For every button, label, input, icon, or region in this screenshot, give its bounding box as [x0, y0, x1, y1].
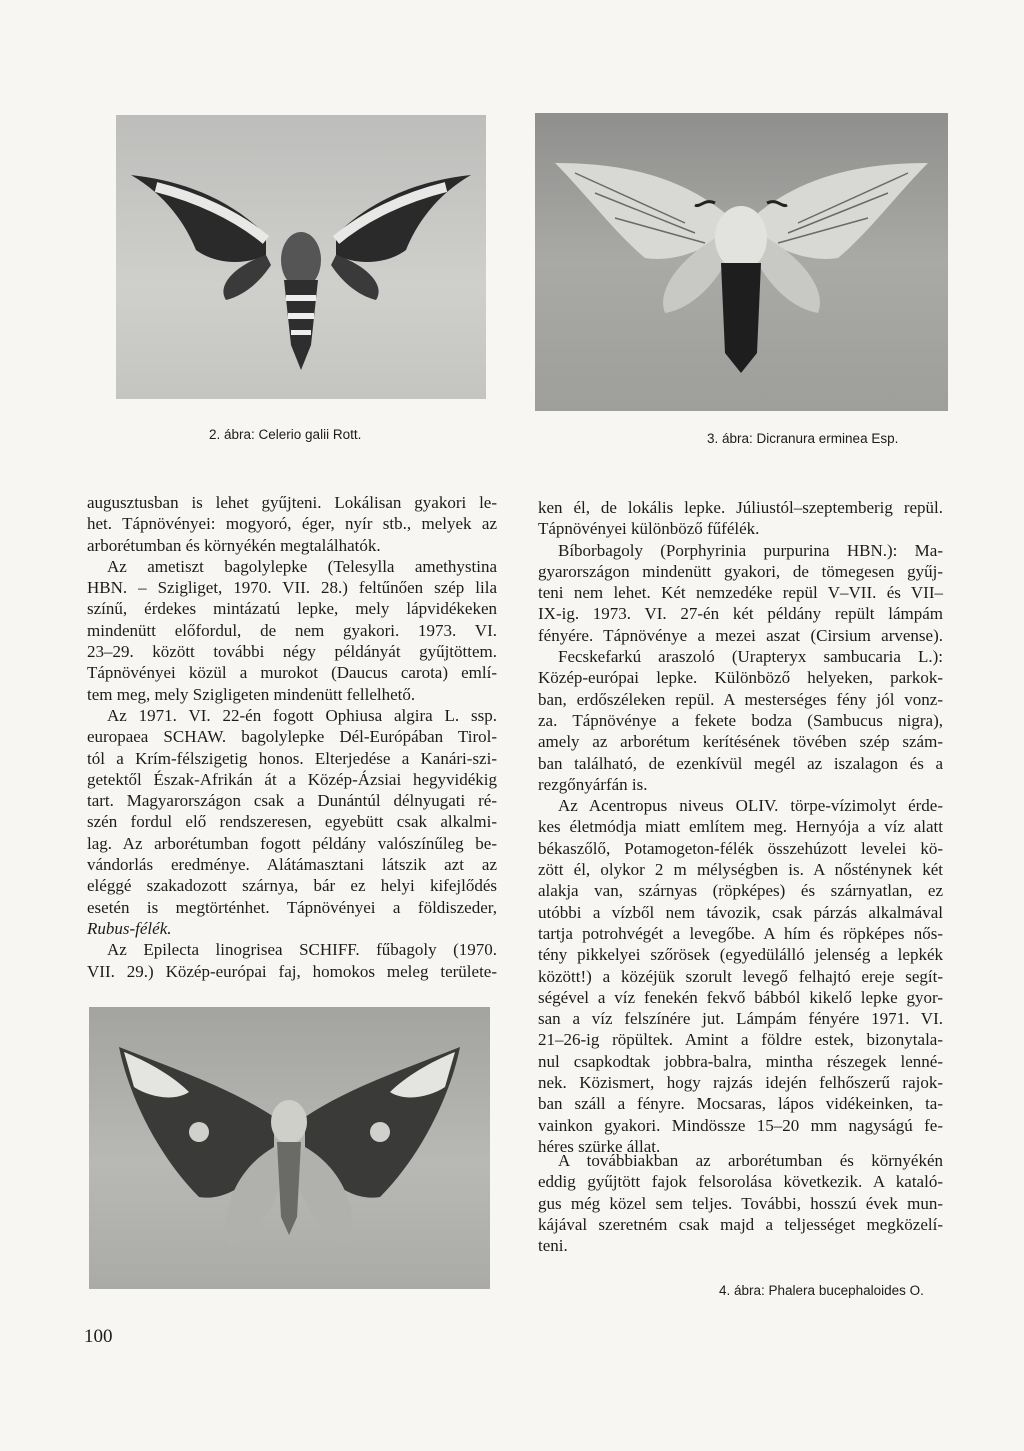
text-line: nek. Közismert, hogy rajzás idején felhőszerű rajok-	[538, 1073, 943, 1093]
text-line: alakja van, szárnyas (röpképes) és szárnyatlan, ez	[538, 881, 943, 901]
text-line: tart. Magyarországon csak a Dunántúl délnyugati ré-	[87, 791, 497, 811]
text-line: getektől Észak-Afrikán át a Közép-Ázsiai hegyvidékig	[87, 769, 497, 789]
text-line: Tápnövényei különböző fűfélék.	[538, 519, 760, 539]
text-line: Fecskefarkú araszoló (Urapteryx sambucaria L.):	[558, 647, 943, 667]
page-number: 100	[84, 1326, 113, 1347]
text-line: Bíborbagoly (Porphyrinia purpurina HBN.): Ma-	[558, 540, 943, 560]
text-line: között!) a közéjük szorult levegő felhajtó ereje segít-	[538, 966, 943, 986]
text-line: zött él, olykor 2 m mélységben is. A nősténynek két	[538, 860, 943, 880]
text-line: vainkon gyakori. Mindössze 15–20 mm nagyságú fe-	[538, 1115, 943, 1135]
text-line: 23–29. között további négy példányát gyűjtöttem.	[87, 642, 497, 662]
text-line: mindenütt előfordul, de nem gyakori. 1973. VI.	[87, 620, 497, 640]
figure-3-caption: 3. ábra: Dicranura erminea Esp.	[707, 431, 899, 446]
text-line: teni.	[538, 1236, 568, 1256]
text-line: kájával szeretném csak majd a teljességet megközelí-	[538, 1214, 943, 1234]
text-line: nul csapkodtak jobbra-balra, mintha részegek lenné-	[538, 1051, 943, 1071]
right-column-text	[538, 497, 943, 1157]
text-line: san a víz felszínére jut. Lámpám fényére 1971. VI.	[538, 1009, 943, 1029]
figure-3-photo	[535, 113, 948, 411]
text-line: esetén is megtörténhet. Tápnövényei a földiszeder,	[87, 897, 497, 917]
text-line: za. Tápnövénye a fekete bodza (Sambucus nigra),	[538, 710, 943, 730]
text-line: lag. Az arborétumban fogott példány valószínűleg be-	[87, 833, 497, 853]
figure-2-photo	[116, 115, 486, 399]
text-line: HBN. – Szigliget, 1970. VII. 28.) feltűnően szép lila	[87, 578, 497, 598]
moth-celerio-galii-image	[116, 115, 486, 399]
text-line: eléggé szakadozott szárnya, bár ez helyi kifejlődés	[87, 876, 497, 896]
moth-dicranura-erminea-image	[535, 113, 948, 411]
text-line: ban található, de ezenkívül megél az iszalagon és a	[538, 753, 943, 773]
text-line: fényére. Tápnövénye a mezei aszat (Cirsium arvense).	[538, 625, 943, 645]
left-column-text	[87, 492, 497, 982]
figure-4-caption: 4. ábra: Phalera bucephaloides O.	[719, 1283, 924, 1298]
text-line: békaszőlő, Potamogeton-félék összehúzott levelei kö-	[538, 838, 943, 858]
text-line: teni nem lehet. Két nemzedéke repül V–VII. és VII–	[538, 583, 943, 603]
text-line: utóbbi a vízből nem távozik, csak párzás alkalmával	[538, 902, 943, 922]
text-line: 21–26-ig röpültek. Amint a földre estek, bizonytala-	[538, 1030, 943, 1050]
figure-4-photo	[89, 1007, 490, 1289]
text-line: vándorlás eredménye. Alátámasztani látszik azt az	[87, 855, 497, 875]
text-line: VII. 29.) Közép-európai faj, homokos meleg területe-	[87, 961, 497, 981]
text-line: arborétumban és környékén megtalálhatók.	[87, 535, 381, 555]
text-line: eddig gyűjtött fajok felsorolása következik. A kataló-	[538, 1172, 943, 1192]
text-line: Az Acentropus niveus OLIV. törpe-vízimolyt érde-	[558, 796, 943, 816]
text-line: tól a Krím-félszigetig honos. Elterjedése a Kanári-szi-	[87, 748, 497, 768]
text-line: színű, érdekes mintázatú lepke, mely lápvidékeken	[87, 599, 497, 619]
text-line: szén fordul elő rendszeresen, egyebütt csak alkalmi-	[87, 812, 497, 832]
text-line: Az 1971. VI. 22-én fogott Ophiusa algira L. ssp.	[107, 705, 497, 725]
text-line: kes életmódja miatt említem meg. Hernyója a víz alatt	[538, 817, 943, 837]
text-line: augusztusban is lehet gyűjteni. Lokálisan gyakori le-	[87, 493, 497, 512]
text-line: het. Tápnövényei: mogyoró, éger, nyír stb., melyek az	[87, 514, 497, 534]
moth-phalera-bucephaloides-image	[89, 1007, 490, 1289]
text-line: Tápnövényei közül a murokot (Daucus carota) emlí-	[87, 663, 497, 683]
text-line: Rubus-félék.	[87, 918, 172, 938]
text-line: gus még közel sem teljes. További, hosszú évek mun-	[538, 1193, 943, 1213]
text-line: Az ametiszt bagolylepke (Telesylla amethystina	[107, 556, 497, 576]
text-line: ken él, de lokális lepke. Júliustól–szeptemberig repül.	[538, 498, 943, 517]
text-line: tem meg, mely Szigligeten mindenütt fellelhető.	[87, 684, 416, 704]
text-line: europaea SCHAW. bagolylepke Dél-Európában Tirol-	[87, 727, 497, 747]
figure-2-caption: 2. ábra: Celerio galii Rott.	[209, 427, 362, 442]
text-line: IX-ig. 1973. VI. 27-én két példány repült lámpám	[538, 604, 943, 624]
text-line: ban, erdőszéleken repül. A mesterséges fény jól vonz-	[538, 689, 943, 709]
text-line: gyarországon mindenütt gyakori, de tömegesen gyűj-	[538, 561, 943, 581]
text-line: rezgőnyárfán is.	[538, 774, 648, 794]
text-line: héres szürke állat.	[538, 1136, 661, 1156]
text-line: A továbbiakban az arborétumban és környékén	[558, 1151, 943, 1170]
text-line: Az Epilecta linogrisea SCHIFF. fűbagoly (1970.	[107, 940, 497, 960]
text-line: amely az arborétum kerítésének tövében szép szám-	[538, 732, 943, 752]
text-line: ban száll a fényre. Mocsaras, lápos vidékeinken, ta-	[538, 1094, 943, 1114]
text-line: ségével a víz fenekén fekvő bábból kikelő lepke gyor-	[538, 987, 943, 1007]
text-line: tartja potrohvégét a levegőbe. A hím és röpképes nős-	[538, 923, 943, 943]
text-line: Közép-európai lepke. Különböző helyeken, parkok-	[538, 668, 943, 688]
closing-paragraph	[538, 1150, 943, 1256]
text-line: tény pikkelyei szőrösek (egyedülálló jelenség a lepkék	[538, 945, 943, 965]
